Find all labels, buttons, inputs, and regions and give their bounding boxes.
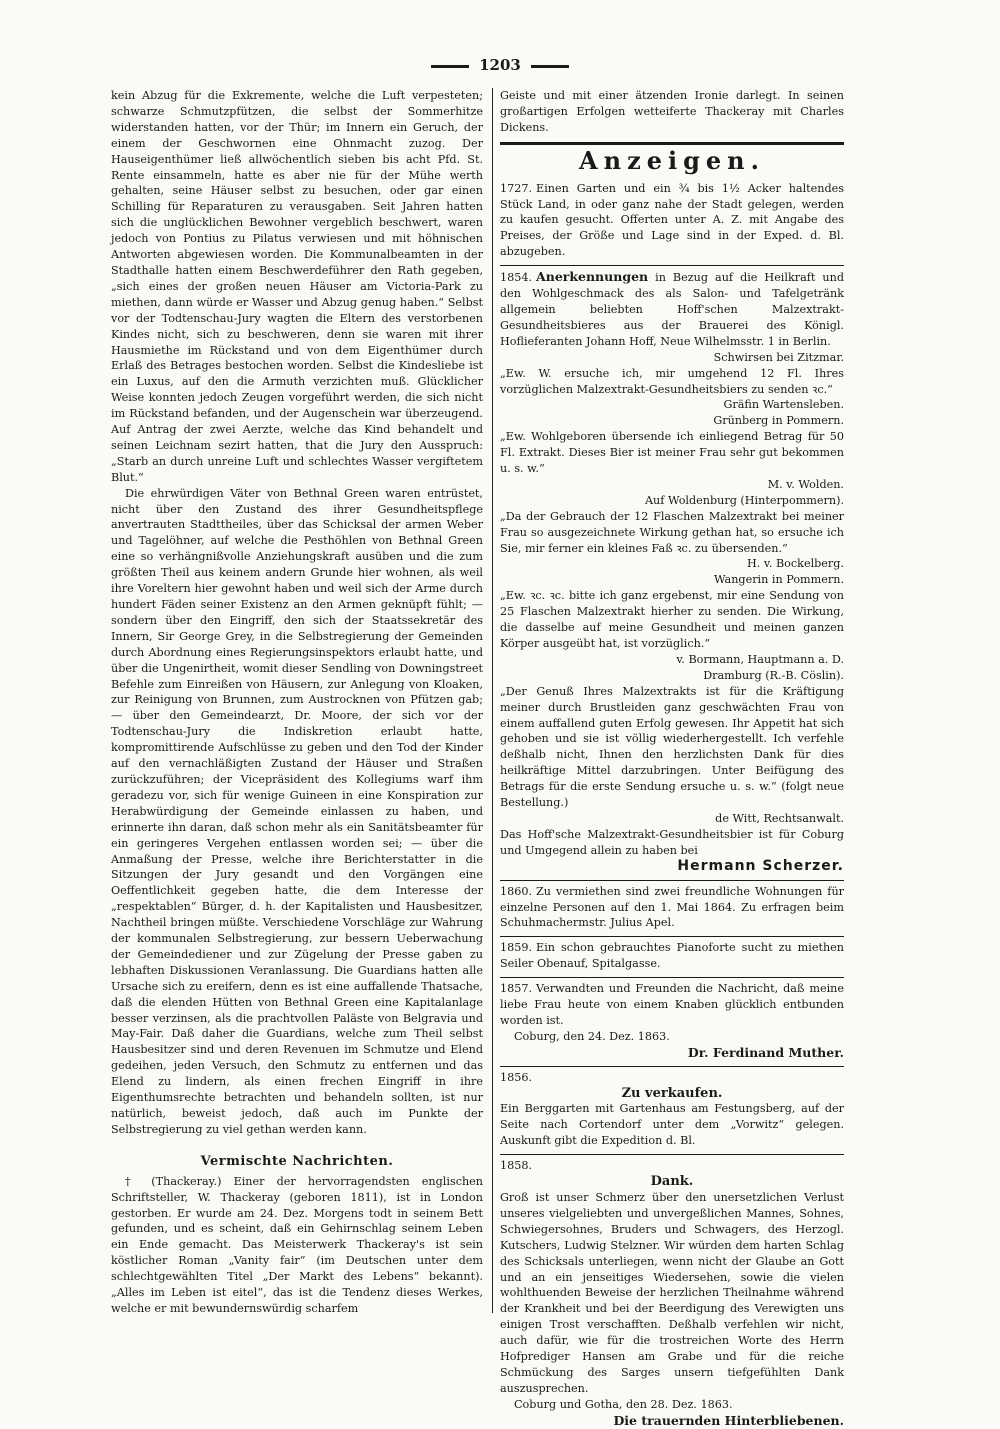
ad-title: Dank. [650,1174,694,1190]
ad-separator [500,1154,844,1155]
ad-separator [500,936,844,937]
ad-number: 1856. [500,1070,533,1084]
ad-text: in Bezug auf die Heilkraft und den Wohlgeschmack des als Salon- und Tafelgetränk allgemein beliebten Hoff'schen Malzextrakt-Gesundheitsbieres aus der Brauerei des Königl. Hoflieferanten Johann Hoff, Neue Wilhelmsstr. 1 in Berlin. [500,271,844,348]
testimonial-signature: M. v. Wolden. [767,477,844,491]
page-header [0,56,1000,74]
ad-1859 [500,940,844,972]
ad-text: Ein schon gebrauchtes Pianoforte sucht zu miethen Seiler Obenauf, Spitalgasse. [500,941,844,971]
ad-text: Einen Garten und ein ¾ bis 1½ Acker haltendes Stück Land, in oder ganz nahe der Stadt gelegen, werden zu kaufen gesucht. Offerten unter A. Z. mit Angabe des Preises, der Größe und Lage sind in der Exped. d. Bl. abzugeben. [500,181,844,259]
misc-news-paragraph: † (Thackeray.) Einer der hervorragendsten englischen Schriftsteller, W. Thackeray (geboren 1811), ist in London gestorben. Er wurde am 24. Dez. Morgens todt in seinem Bett gefunden, und es scheint, daß ein Gehirnschlag seinem Leben ein Ende gemacht. Das Meisterwerk Thackeray's ist sein köstlicher Roman „Vanity fair“ (im Deutschen unter dem schlechtgewählten Titel „Der Markt des Lebens“ bekannt). „Alles im Leben ist eitel“, das ist die Tendenz dieses Werkes, welche er mit bewundernswürdig scharfem [111,1174,483,1315]
ad-signature: Dr. Ferdinand Muther. [687,1044,844,1060]
header-rule-right [531,65,569,68]
ad-number: 1727. [500,181,533,195]
ad-place-date: Coburg, den 24. Dez. 1863. [514,1029,670,1043]
ad-seller-name: Hermann Scherzer. [677,857,844,874]
left-column [111,88,483,1317]
ad-text: Groß ist unser Schmerz über den unersetzlichen Verlust unseres vielgeliebten und unvergeßlichen Mannes, Sohnes, Schwiegersohnes, Bruders und Schwagers, des Herzogl. Kutschers, Ludwig Stelzner. Wir würden dem harten Schlag des Schicksals unterliegen, wenn nicht der Glaube an Gott und an ein jenseitiges Wiedersehen, sowie die vielen wohlthuenden Beweise der herzlichen Theilnahme während der Krankheit und bei der Beerdigung des Verewigten uns einigen Trost verschafften. Deßhalb verfehlen wir nicht, auch dafür, wie für die trostreichen Worte des Herrn Hofprediger Hansen am Grabe und für die reiche Schmückung des Sarges unsern tiefgefühlten Dank auszusprechen. [500,1191,844,1395]
ad-1858 [500,1158,844,1428]
ad-number: 1859. [500,941,533,955]
ad-1857 [500,981,844,1061]
section-rule [500,142,844,145]
ad-1860 [500,884,844,932]
ad-separator [500,880,844,881]
continuation-paragraph: Geiste und mit einer ätzenden Ironie darlegt. In seinen großartigen Erfolgen wetteiferte Thackeray mit Charles Dickens. [500,89,844,134]
ad-separator [500,1066,844,1067]
header-rule-left [431,65,469,68]
testimonial-signature: H. v. Bockelberg. [746,557,844,571]
ad-1856 [500,1070,844,1150]
ads-heading: Anzeigen. [579,145,765,175]
testimonial-signature: v. Bormann, Hauptmann a. D. [676,652,844,666]
ad-number: 1858. [500,1159,533,1173]
ad-separator [500,977,844,978]
ad-number: 1857. [500,982,533,996]
testimonial-quote: „Ew. ꝛc. ꝛc. bitte ich ganz ergebenst, mir eine Sendung von 25 Flaschen Malzextrakt hierher zu senden. Die Wirkung, die dasselbe auf meine Gesundheit und meinen ganzen Körper ausgeübt hat, ist vorzüglich.“ [500,589,844,650]
testimonial-place: Schwirsen bei Zitzmar. [713,350,844,364]
testimonial-quote: „Ew. W. ersuche ich, mir umgehend 12 Fl. Ihres vorzüglichen Malzextrakt-Gesundheitsbiers zu senden ꝛc.“ [500,366,844,396]
ad-number: 1860. [500,884,533,898]
testimonial-place: Dramburg (R.-B. Cöslin). [703,668,844,682]
testimonial-place: Wangerin in Pommern. [714,573,844,587]
section-heading-misc: Vermischte Nachrichten. [200,1153,394,1169]
ad-separator [500,265,844,266]
article-paragraph-2: Die ehrwürdigen Väter von Bethnal Green waren entrüstet, nicht über den Zustand des ihrer Gesundheitspflege anvertrauten Stadttheiles, über das Schicksal der armen Weber und Tagelöhner, auf welche die Pesthöhlen von Bethnal Green eine so verhängnißvolle Anziehungskraft ausüben und die zum größten Theil aus keinem andern Grunde hier wohnen, als weil ihre Voreltern hier gewohnt haben und weil sich der Arme durch hundert Fäden seiner Existenz an den Armen geknüpft fühlt; — sondern über den Eingriff, den sich der Staatssekretär des Innern, Sir George Grey, in die Selbstregierung der Gemeinden durch Abordnung eines Regierungsinspektors erlaubt hatte, und über die Ungenirtheit, womit dieser Sendling von Downingstreet Befehle zum Einreißen von Häusern, zur Anlegung von Kloaken, zur Reinigung von Brunnen, zum Austrocknen von Pfützen gab; — über den Gemeindearzt, Dr. Moore, der sich vor der Todtenschau-Jury die Indiskretion erlaubt hatte, kompromittirende Aufschlüsse zu geben und den Tod der Kinder auf den vernachläßigten Zustand der Häuser und Straßen zurückzuführen; der Vicepräsident des Kollegiums warf ihm geradezu vor, sich für wenige Guineen in eine Konspiration zur Herabwürdigung der Gemeinde einlassen zu haben, und erinnerte ihn daran, daß schon mehr als ein Sanitätsbeamter für ein geringeres Vergehen entlassen worden sei; — über die Anmaßung der Presse, welche ihre Berichterstatter in die Sitzungen der Jury gesandt und den Vorgängen eine Oeffentlichkeit gegeben hatte, die dem Interesse der „respektablen“ Bürger, d. h. der Kapitalisten und Hausbesitzer, Nachtheil bringen müßte. Verschiedene Vorschläge zur Wahrung der kommunalen Selbstregierung, zur bessern Ueberwachung der Gemeindediener und zur Zügelung der Presse gaben zu lebhaften Diskussionen Veranlassung. Die Guardians hatten alle Ursache sich zu ereifern, denn es ist eine auffallende Thatsache, daß die elenden Hütten von Bethnal Green eine Kapitalanlage besser verzinsen, als die prachtvollen Paläste von Belgravia und May-Fair. Daß daher die Guardians, welche zum Theil selbst Hausbesitzer sind und deren Revenuen im Schmutze und Elend gedeihen, jeden Versuch, den Schmutz zu entfernen und das Elend zu lindern, als einen frechen Eingriff in ihre Eigenthumsrechte betrachten und behandeln sollten, ist nur natürlich, beweist jedoch, daß auch im Punkte der Selbstregierung zu viel gethan werden kann. [111,486,483,1136]
ad-closing: Das Hoff'sche Malzextrakt-Gesundheitsbier ist für Coburg und Umgegend allein zu haben bei [500,827,844,857]
ad-signature: Die trauernden Hinterbliebenen. [613,1412,844,1428]
testimonial-quote: „Ew. Wohlgeboren übersende ich einliegend Betrag für 50 Fl. Extrakt. Dieses Bier ist meiner Frau sehr gut bekommen u. s. w.“ [500,430,844,476]
ad-number: 1854. [500,271,533,285]
ad-text: Zu vermiethen sind zwei freundliche Wohnungen für einzelne Personen auf den 1. Mai 1864. Zu erfragen beim Schuhmachermstr. Julius Apel. [500,884,844,930]
article-paragraph-1: kein Abzug für die Exkremente, welche die Luft verpesteten; schwarze Schmutzpfützen, die selbst der Sommerhitze widerstanden hatten, vor der Thür; im Innern ein Geruch, der einem der Geschwornen eine Ohnmacht zuzog. Der Hauseigenthümer ließ allwöchentlich sieben bis acht Pfd. St. Rente einsammeln, hatte es aber nie für der Mühe werth gehalten, seine Häuser selbst zu besuchen, oder gar einen Schilling für Reparaturen zu verausgaben. Seit Jahren hatten sich die unglücklichen Bewohner vergeblich beschwert, waren jedoch von Pontius zu Pilatus verwiesen und mit höhnischen Antworten abgewiesen worden. Die Kommunalbeamten in der Stadthalle hatten einem Beschwerdeführer den Rath gegeben, „sich eines der großen neuen Häuser am Victoria-Park zu miethen, dann würde er Wasser und Abzug genug haben.“ Selbst vor der Todtenschau-Jury wagten die Eltern des verstorbenen Kindes nicht, sich zu beschweren, denn sie waren mit ihrer Hausmiethe im Rückstand und von dem Eigenthümer durch Erlaß des Betrages bestochen worden. Selbst die Kindesliebe ist ein Luxus, auf den die Armuth verzichten muß. Glücklicher Weise konnten jedoch Zeugen vorgeführt werden, die sich nicht im Rückstand befanden, und der Augenschein war überzeugend. Auf Antrag der zwei Aerzte, welche das Kind behandelt und seinen Leichnam sezirt hatten, that die Jury den Ausspruch: „Starb an durch unreine Luft und schlechtes Wasser vergiftetem Blut.“ [111,89,483,484]
testimonial-place: Auf Woldenburg (Hinterpommern). [644,493,844,507]
ad-text: Verwandten und Freunden die Nachricht, daß meine liebe Frau heute von einem Knaben glücklich entbunden worden ist. [500,982,844,1027]
testimonial-quote: „Der Genuß Ihres Malzextrakts ist für die Kräftigung meiner durch Brustleiden ganz geschwächten Frau von einem auffallend guten Erfolg gewesen. Ihr Appetit hat sich gehoben und sie ist völlig wiederhergestellt. Ich verfehle deßhalb nicht, Ihnen den herzlichsten Dank für dies heilkräftige Mittel darzubringen. Unter Beifügung des Betrags für die erste Sendung ersuche u. s. w.“ (folgt neue Bestellung.) [500,684,844,810]
ad-headline: Anerkennungen [536,269,649,285]
right-column [500,88,844,1429]
ad-1727 [500,181,844,261]
ad-title: Zu verkaufen. [621,1085,723,1101]
ad-1854 [500,269,844,874]
testimonial-place: Grünberg in Pommern. [713,414,844,428]
ad-text: Ein Berggarten mit Gartenhaus am Festungsberg, auf der Seite nach Cortendorf unter dem „Vorwitz“ gelegen. Auskunft gibt die Expedition d. Bl. [500,1102,844,1148]
ad-place-date: Coburg und Gotha, den 28. Dez. 1863. [514,1397,733,1411]
column-divider [492,88,493,1313]
testimonial-quote: „Da der Gebrauch der 12 Flaschen Malzextrakt bei meiner Frau so ausgezeichnete Wirkung gethan hat, so ersuche ich Sie, mir ferner ein kleines Faß ꝛc. zu übersenden.“ [500,509,844,555]
testimonial-signature: Gräfin Wartensleben. [723,398,844,412]
page-number: 1203 [479,56,521,74]
testimonial-signature: de Witt, Rechtsanwalt. [715,811,844,825]
